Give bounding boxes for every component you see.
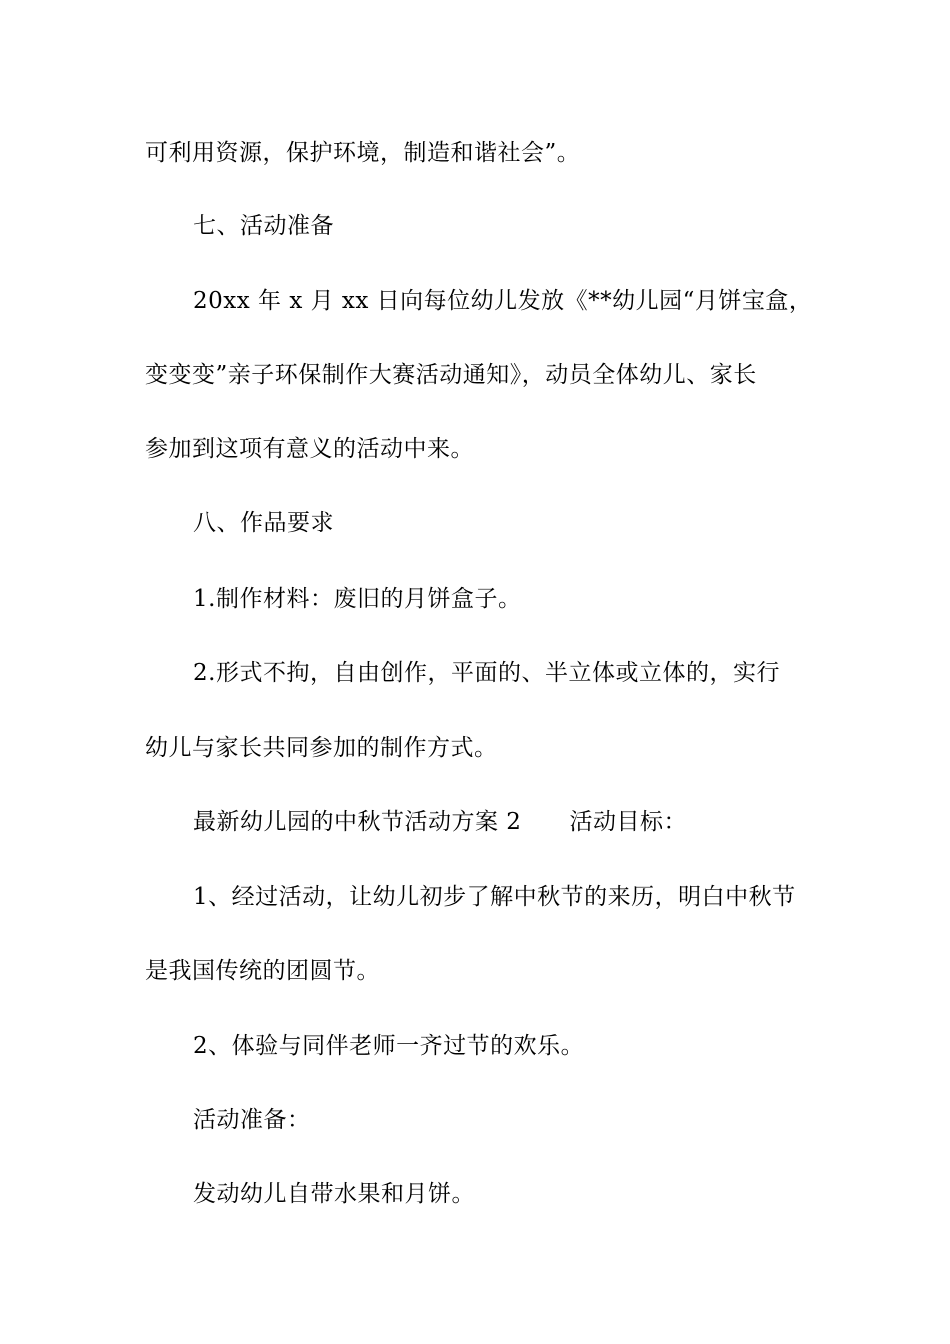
paragraph-line: 可利用资源，保护环境，制造和谐社会”。 bbox=[145, 140, 581, 166]
paragraph-line: 参加到这项有意义的活动中来。 bbox=[145, 436, 474, 462]
paragraph-line: 幼儿与家长共同参加的制作方式。 bbox=[145, 735, 498, 761]
paragraph-line: 1、经过活动，让幼儿初步了解中秋节的来历，明白中秋节 bbox=[193, 884, 796, 910]
section-heading: 七、活动准备 bbox=[193, 213, 334, 239]
paragraph-line: 发动幼儿自带水果和月饼。 bbox=[193, 1181, 475, 1207]
section-heading: 活动准备： bbox=[193, 1107, 311, 1133]
paragraph-line: 是我国传统的团圆节。 bbox=[145, 958, 380, 984]
plan-title-line bbox=[193, 806, 815, 838]
paragraph-line: 1.制作材料：废旧的月饼盒子。 bbox=[193, 586, 522, 612]
section-heading: 八、作品要求 bbox=[193, 510, 334, 536]
section-heading: 活动目标： bbox=[569, 809, 687, 835]
paragraph-line: 2.形式不拘，自由创作，平面的、半立体或立体的，实行 bbox=[193, 660, 780, 686]
paragraph-line: 2、体验与同伴老师一齐过节的欢乐。 bbox=[193, 1033, 585, 1059]
paragraph-line: 变变变”亲子环保制作大赛活动通知》，动员全体幼儿、家长 bbox=[145, 362, 757, 388]
plan-title: 最新幼儿园的中秋节活动方案 2 bbox=[193, 809, 522, 835]
paragraph-line: 20xx 年 x 月 xx 日向每位幼儿发放《**幼儿园“月饼宝盒， bbox=[193, 288, 813, 314]
